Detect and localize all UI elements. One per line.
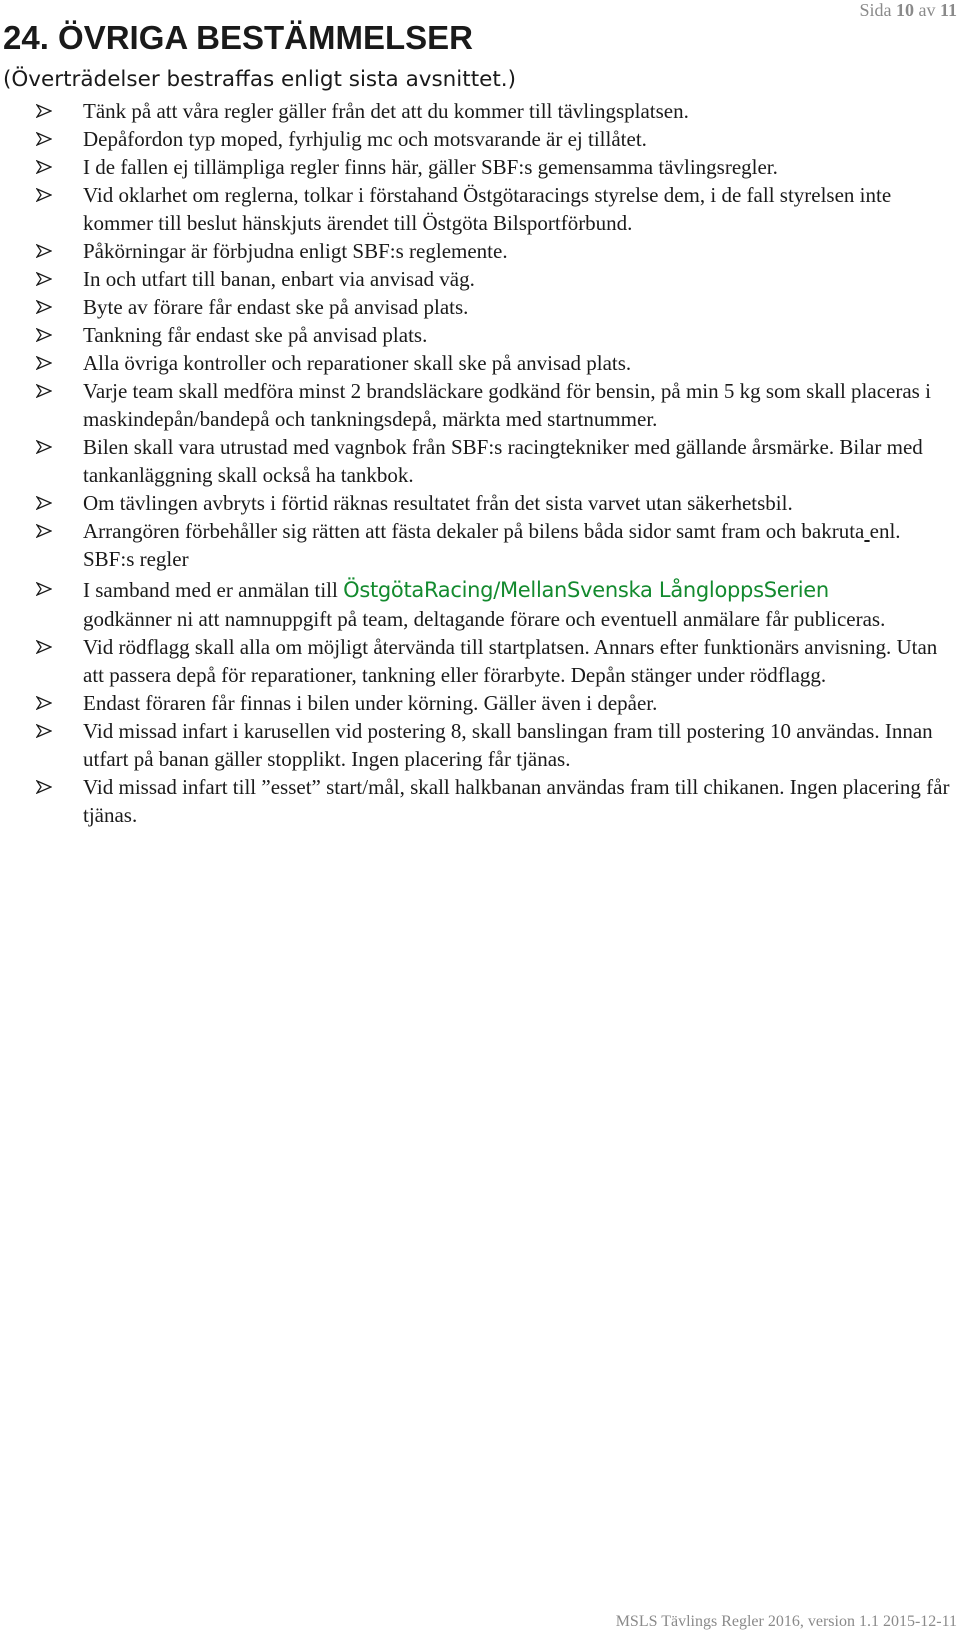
rule-item (0, 517, 960, 573)
rule-item (0, 321, 960, 349)
rule-item (0, 377, 960, 433)
series-name-highlight: ÖstgötaRacing/MellanSvenska LångloppsSerien (343, 578, 829, 602)
rule-text: Bilen skall vara utrustad med vagnbok från SBF:s racingtekniker med gällande årsmärke. Bilar med tankanläggning skall också ha tankbok. (83, 435, 923, 487)
arrow-bullet-icon (36, 321, 56, 349)
document-footer: MSLS Tävlings Regler 2016, version 1.1 2015-12-11 (615, 1613, 957, 1630)
rule-item (0, 237, 960, 265)
rule-text: Tankning får endast ske på anvisad plats. (83, 323, 428, 347)
arrow-bullet-icon (36, 633, 56, 661)
rule-text: Arrangören förbehåller sig rätten att fästa dekaler på bilens båda sidor samt fram och (83, 519, 797, 543)
rule-item (0, 349, 960, 377)
arrow-bullet-icon (36, 125, 56, 153)
arrow-bullet-icon (36, 717, 56, 745)
rule-text: Vid rödflagg skall alla om möjligt återvända till startplatsen. Annars efter funktionärs anvisning. Utan att passera depå för reparationer, tankning eller förarbyte. Depån stänger under rödflagg. (83, 635, 938, 687)
rules-list (0, 97, 960, 829)
rule-item (0, 293, 960, 321)
rule-text: Depåfordon typ moped, fyrhjulig mc och motsvarande är ej tillåtet. (83, 127, 647, 151)
section-subtitle: (Överträdelser bestraffas enligt sista avsnittet.) (3, 67, 517, 92)
arrow-bullet-icon (36, 153, 56, 181)
arrow-bullet-icon (36, 689, 56, 717)
rule-text: Vid missad infart i karusellen vid postering 8, skall banslingan fram till postering 10 användas. Innan utfart på banan gäller stopplikt. Ingen placering får tjänas. (83, 719, 933, 771)
rule-text-part: bakruta (801, 519, 865, 543)
arrow-bullet-icon (36, 293, 56, 321)
page-total: 11 (939, 0, 957, 20)
arrow-bullet-icon (36, 181, 56, 209)
rule-text: Endast föraren får finnas i bilen under körning. Gäller även i depåer. (83, 691, 658, 715)
rule-text: Tänk på att våra regler gäller från det att du kommer till tävlingsplatsen. (83, 99, 689, 123)
rule-text: Vid missad infart till ”esset” start/mål, skall halkbanan användas fram till chikanen. Ingen placering får tjänas. (83, 775, 950, 827)
arrow-bullet-icon (36, 433, 56, 461)
page-prefix: Sida (859, 0, 892, 20)
rule-item (0, 633, 960, 689)
rule-text-part: enl. SBF:s regler (83, 519, 901, 571)
arrow-bullet-icon (36, 517, 56, 545)
rule-item (0, 433, 960, 489)
arrow-bullet-icon (36, 237, 56, 265)
arrow-bullet-icon (36, 349, 56, 377)
section-title: 24. ÖVRIGA BESTÄMMELSER (3, 19, 474, 56)
rule-item (0, 575, 960, 633)
arrow-bullet-icon (36, 265, 56, 293)
rule-item (0, 689, 960, 717)
rule-item (0, 265, 960, 293)
rule-item (0, 773, 960, 829)
rule-text: I samband med er anmälan till (83, 578, 344, 602)
arrow-bullet-icon (36, 773, 56, 801)
rule-item (0, 489, 960, 517)
rule-text: Påkörningar är förbjudna enligt SBF:s reglemente. (83, 239, 508, 263)
rule-text: Alla övriga kontroller och reparationer skall ske på anvisad plats. (83, 351, 632, 375)
page-separator: av (918, 0, 936, 20)
arrow-bullet-icon (36, 489, 56, 517)
rule-item (0, 717, 960, 773)
rule-text: Varje team skall medföra minst 2 brandsläckare godkänd för bensin, på min 5 kg som skall placeras i maskindepån/bandepå och tankningsdepå, märkta med startnummer. (83, 379, 931, 431)
rule-item (0, 97, 960, 125)
rule-text: In och utfart till banan, enbart via anvisad väg. (83, 267, 475, 291)
arrow-bullet-icon (36, 97, 56, 125)
rule-text: I de fallen ej tillämpliga regler finns här, gäller SBF:s gemensamma tävlingsregler. (83, 155, 778, 179)
rule-text: Byte av förare får endast ske på anvisad plats. (83, 295, 469, 319)
rule-text: Om tävlingen avbryts i förtid räknas resultatet från det sista varvet utan säkerhetsbil. (83, 491, 793, 515)
arrow-bullet-icon (36, 575, 56, 603)
page-number (859, 0, 957, 20)
rule-item (0, 125, 960, 153)
rule-item (0, 153, 960, 181)
page-current: 10 (895, 0, 914, 20)
rule-item (0, 181, 960, 237)
rule-text: godkänner ni att namnuppgift på team, deltagande förare och eventuell anmälare får publiceras. (83, 607, 886, 631)
rule-text: Vid oklarhet om reglerna, tolkar i förstahand Östgötaracings styrelse dem, i de fall styrelsen inte kommer till beslut hänskjuts ärendet till Östgöta Bilsportförbund. (83, 183, 892, 235)
arrow-bullet-icon (36, 377, 56, 405)
